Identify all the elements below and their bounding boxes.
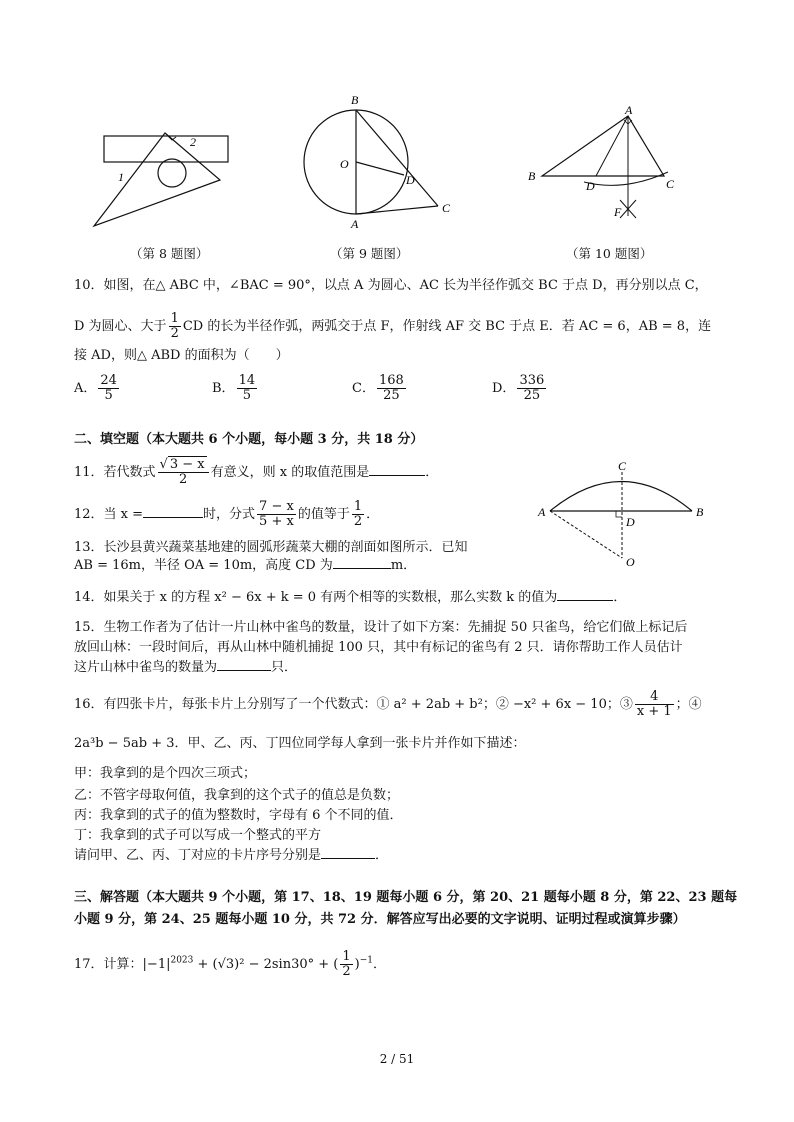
fig10-caption: （第 10 题图） (566, 246, 653, 261)
fig10-label-D: D (586, 179, 595, 193)
fig9-caption: （第 9 题图） (330, 246, 409, 261)
q16-line2: 2a³b − 5ab + 3．甲、乙、丙、丁四位同学每人拿到一张卡片并作如下描述： (74, 736, 526, 751)
circle-shape (158, 159, 186, 187)
right-angle-mark (168, 136, 176, 140)
q11: 11．若代数式 $\frac{√ 3 - x}{2}$ 有意义，则 x 的取值范围是 ． (74, 457, 439, 487)
figure-8 (90, 128, 240, 230)
q10-line3: 接 AD，则△ ABD 的面积为（ ） (74, 348, 289, 363)
fig10-label-F: F (614, 205, 622, 219)
q10-option-b: B． $\frac{14}{5}$ (212, 373, 256, 403)
q12: 12．当 x = 时，分式 $\frac{7 - x}{5 + x}$ 的值等于 $\frac{1}{2}$ ． (74, 499, 380, 529)
q16-jia: 甲：我拿到的是个四次三项式； (74, 766, 257, 781)
fig9-label-B: B (351, 93, 359, 107)
q10-option-c: C． $\frac{168}{25}$ (352, 373, 404, 403)
fig13-label-O: O (626, 555, 635, 569)
half-fraction: $\frac{1}{2}$ (170, 311, 179, 341)
fig8-label-2: 2 (190, 135, 196, 149)
fig9-label-A: A (351, 217, 359, 230)
q16-ding: 丁：我拿到的式子可以写成一个整式的平方 (74, 828, 322, 843)
fig9-label-D: D (406, 173, 415, 187)
figure-9 (296, 90, 466, 230)
section3-title-line1: 三、解答题（本大题共 9 个小题，第 17、18、19 题每小题 6 分，第 20、21 题每小题 8 分，第 22、23 题每 (74, 890, 738, 905)
section2-title: 二、填空题（本大题共 6 个小题，每小题 3 分，共 18 分） (74, 432, 424, 447)
q17: 17．计算：$|-1|^{2023} + (√3)^2 - 2\sin 30^\circ$ + ( $\frac{1}{2}$ )$^{-1}$． (74, 949, 387, 979)
fig13-label-D: D (626, 515, 635, 529)
fig8-label-1: 1 (118, 170, 124, 184)
figure-13 (534, 458, 714, 570)
q10-option-a: A． $\frac{24}{5}$ (74, 373, 117, 403)
figure-10 (524, 104, 694, 228)
fig10-label-C: C (666, 177, 675, 191)
q10-option-d: D． $\frac{336}{25}$ (492, 373, 545, 403)
triangle-shape (94, 133, 220, 226)
fig13-label-B: B (696, 505, 704, 519)
q14: 14．如果关于 x 的方程 x² − 6x + k = 0 有两个相等的实数根，那么实数 k 的值为 ． (74, 590, 627, 605)
q10-line2-start: D 为圆心、大于 (74, 319, 167, 334)
fig10-label-A: A (625, 104, 633, 117)
page-number: 2 / 51 (379, 1052, 415, 1066)
fig10-label-B: B (528, 169, 536, 183)
q13-line1: 13．长沙县黄兴蔬菜基地建的圆弧形蔬菜大棚的剖面如图所示．已知 (74, 540, 468, 555)
fig9-label-C: C (442, 201, 451, 215)
q16-line1: 16．有四张卡片，每张卡片上分别写了一个代数式：① a² + 2ab + b²；② −x² + 6x − 10；③ $\frac{4}{x + 1}$ ；④ (74, 689, 702, 719)
q13-line2: AB = 16m，半径 OA = 10m，高度 CD 为 m． (74, 558, 417, 573)
q15-line3: 这片山林中雀鸟的数量为 只． (74, 660, 298, 675)
q16-yi: 乙：不管字母取何值，我拿到的这个式子的值总是负数； (74, 788, 400, 803)
q16-bing: 丙：我拿到的式子的值为整数时，字母有 6 个不同的值． (74, 808, 403, 823)
q15-line2: 放回山林：一段时间后，再从山林中随机捕捉 100 只，其中有标记的雀鸟有 2 只．请你帮助工作人员估计 (74, 640, 683, 655)
fig13-label-A: A (538, 505, 546, 519)
arc-shape (550, 482, 692, 512)
section3-title-line2: 小题 9 分，第 24、25 题每小题 10 分，共 72 分．解答应写出必要的文字说明、证明过程或演算步骤） (74, 912, 686, 927)
fig8-caption: （第 8 题图） (130, 246, 209, 261)
fig13-label-C: C (618, 459, 627, 473)
fig9-label-O: O (340, 157, 349, 171)
q10-line2 (74, 312, 711, 341)
q16-ask: 请问甲、乙、丙、丁对应的卡片序号分别是 ． (74, 848, 389, 863)
ruler-shape (104, 136, 228, 162)
q15-line1: 15．生物工作者为了估计一片山林中雀鸟的数量，设计了如下方案：先捕捉 50 只雀鸟，给它们做上标记后 (74, 620, 688, 635)
q10-line2-end: CD 的长为半径作弧，两弧交于点 F，作射线 AF 交 BC 于点 E．若 AC = 6，AB = 8，连 (182, 319, 712, 334)
q10-line1: 10．如图，在△ ABC 中，∠BAC = 90°，以点 A 为圆心、AC 长为半径作弧交 BC 于点 D，再分别以点 C， (74, 278, 708, 293)
